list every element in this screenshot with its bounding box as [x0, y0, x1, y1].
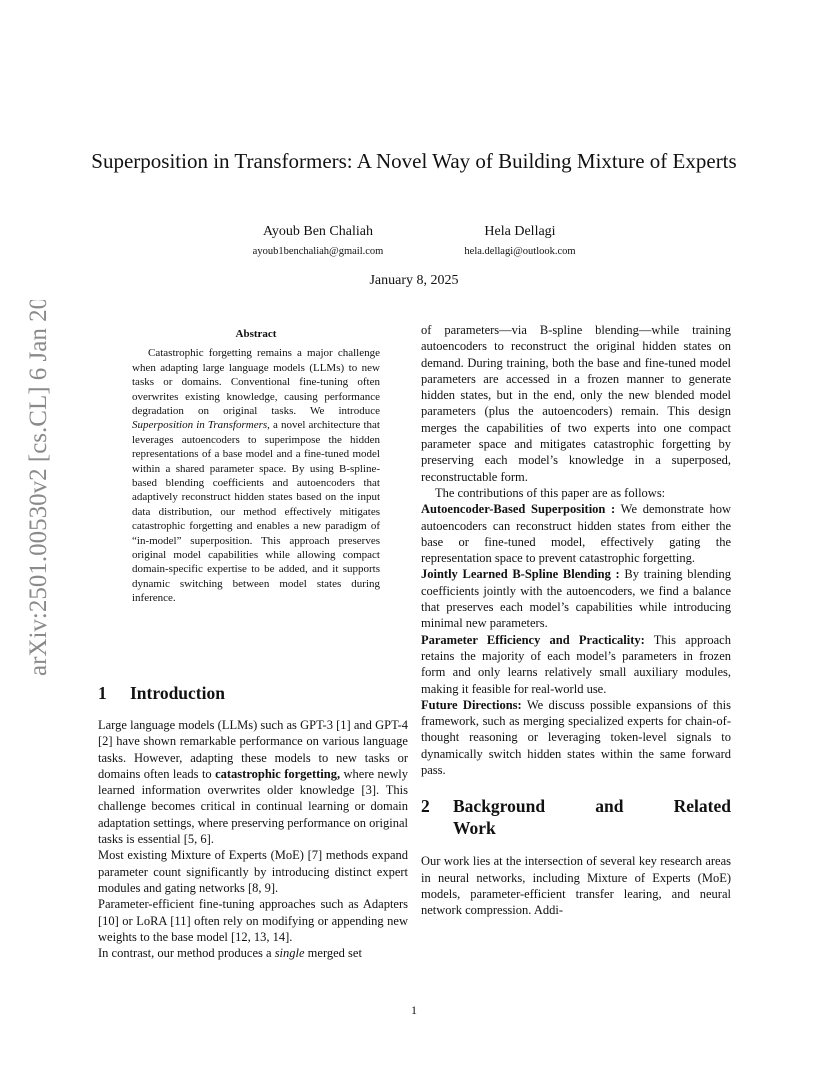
contribution-item: Jointly Learned B-Spline Blending : By training blending coefficients jointly with the autoencoders, we find a balance that preserves each model’s capabilities while introducing minimal new parameters.	[421, 567, 731, 631]
intro-paragraph: Most existing Mixture of Experts (MoE) [7] methods expand parameter count significantly by introducing distinct expert modules and gating networks [8, 9].	[98, 848, 408, 895]
author-email: ayoub1benchaliah@gmail.com	[252, 246, 384, 257]
section-heading	[421, 795, 731, 839]
arxiv-side-stamp	[2, 300, 62, 680]
section-number: 2	[421, 796, 430, 817]
abstract-heading: Abstract	[235, 328, 277, 340]
page-number: 1	[411, 1003, 417, 1017]
paper-date: January 8, 2025	[369, 273, 459, 288]
section-heading	[98, 682, 408, 704]
author-name: Hela Dellagi	[484, 224, 556, 239]
intro-paragraph: Parameter-efficient fine-tuning approaches such as Adapters [10] or LoRA [11] often rely on modifying or appending new weights to the base model [12, 13, 14].	[98, 897, 408, 944]
intro-paragraph: In contrast, our method produces a single merged set	[98, 946, 362, 961]
section-number: 1	[98, 683, 107, 703]
abstract-section	[132, 326, 380, 606]
contribution-item: Parameter Efficiency and Practicality: This approach retains the majority of each model’s parameters in frozen form and only learns relatively small auxiliary modules, making it feasible for real-world use.	[421, 632, 731, 696]
author-email: hela.dellagi@outlook.com	[464, 246, 576, 257]
introduction-section	[98, 682, 408, 961]
author-block-1	[218, 223, 418, 260]
paper-title: Superposition in Transformers: A Novel Way of Building Mixture of Experts	[91, 149, 737, 173]
body-paragraph: Our work lies at the intersection of several key research areas in neural networks, including Mixture of Experts (MoE) models, parameter-efficient transfer learing, and neural network compression. Addi-	[421, 854, 731, 918]
body-paragraph: of parameters—via B-spline blending—while training autoencoders to reconstruct the original hidden states on demand. During training, both the base and fine-tuned model parameters are accessed in a frozen manner to generate hidden states, but in the end, only the new blended model parameters (plus the autoencoders) remain. This design merges the capabilities of two experts into one compact parameter space and mitigates catastrophic forgetting by preserving each model’s knowledge in a superposed, reconstructable form.	[421, 323, 731, 484]
body-paragraph: The contributions of this paper are as follows:	[435, 485, 666, 500]
contribution-item: Autoencoder-Based Superposition : We demonstrate how autoencoders can reconstruct hidden states from either the base or fine-tuned model, effectively gating the representation space to prevent catastrophic forgetting.	[421, 502, 731, 566]
section-title: Background and Related Work	[453, 796, 731, 839]
right-column	[421, 322, 731, 919]
contribution-item: Future Directions: We discuss possible expansions of this framework, such as merging specialized experts for chain-of-thought reasoning or leveraging token-level signals to dynamically switch hidden states within the same forward pass.	[421, 697, 731, 778]
author-name: Ayoub Ben Chaliah	[263, 224, 373, 239]
section-title: Introduction	[130, 683, 225, 703]
arxiv-stamp-text: arXiv:2501.00530v2 [cs.CL] 6 Jan 2025	[25, 300, 52, 676]
author-block-2	[420, 223, 620, 260]
abstract-body: Catastrophic forgetting remains a major challenge when adapting large language models (LLMs) to new tasks or domains. Conventional fine-tuning often overwrites existing knowledge, causing performance degradation on original tasks. We introduce Superposition in Transformers, a novel architecture that leverages autoencoders to superimpose the hidden representations of a base model and a fine-tuned model within a shared parameter space. By using B-spline-based blending coefficients and autoencoders that adaptively reconstruct hidden states based on the input data distribution, our method effectively mitigates catastrophic forgetting and enables a new paradigm of “in-model” superposition. This approach preserves original model capabilities while allowing compact domain-specific expertise to be added, and it supports dynamic switching between model states during inference.	[132, 347, 380, 605]
intro-paragraph: Large language models (LLMs) such as GPT-3 [1] and GPT-4 [2] have shown remarkable performance on various language tasks. However, adapting these models to new tasks or domains often leads to catastrophic forgetting, where newly learned information overwrites older knowledge [3]. This challenge becomes critical in continual learning or domain adaptation settings, where preserving performance on original tasks is essential [5, 6].	[98, 718, 409, 847]
